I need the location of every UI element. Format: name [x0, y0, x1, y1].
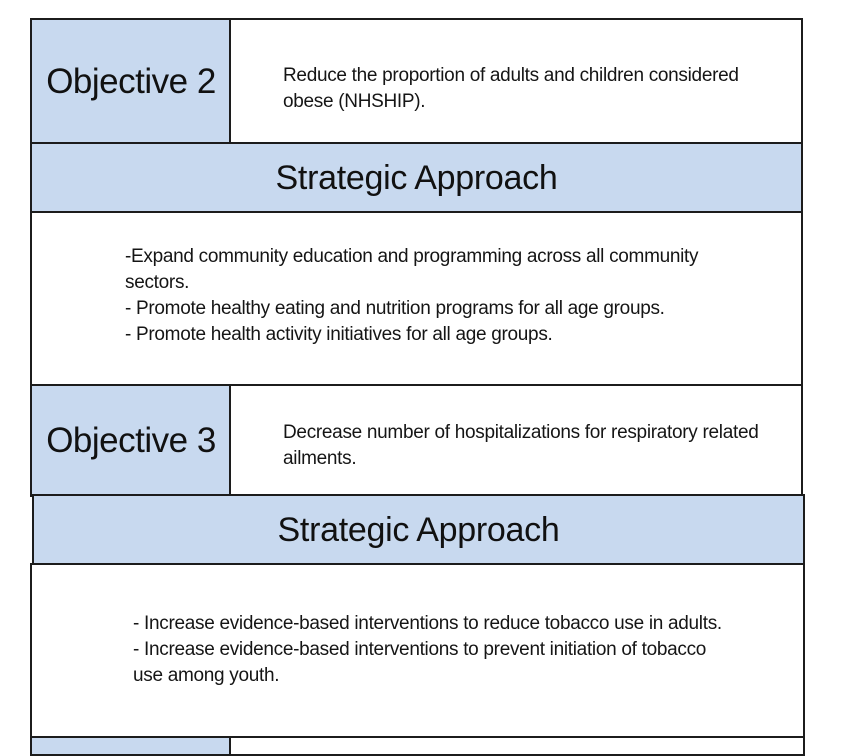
approach-2-line: sectors. [125, 272, 190, 293]
objective-2-label: Objective 2 [46, 61, 216, 101]
objective-2-description-cell [229, 18, 803, 145]
objective-2-label-cell [30, 18, 232, 145]
strategic-approach-2-header [30, 142, 803, 214]
strategic-approach-3-body [30, 563, 805, 739]
objective-2-description: Reduce the proportion of adults and children considered obese (NHSHIP). [283, 65, 739, 112]
approach-2-line: -Expand community education and programming across all community [125, 246, 699, 267]
strategic-approach-3-heading: Strategic Approach [277, 510, 560, 549]
objective-3-description-cell [229, 384, 803, 497]
objective-3-label: Objective 3 [46, 420, 216, 460]
next-objective-description-cell [229, 736, 805, 756]
approach-3-line: - Increase evidence-based interventions to prevent initiation of tobacco [133, 639, 707, 660]
strategic-approach-2-body [30, 211, 803, 387]
approach-3-line: - Increase evidence-based interventions to reduce tobacco use in adults. [133, 613, 722, 634]
approach-2-line: - Promote health activity initiatives for all age groups. [125, 324, 553, 345]
next-objective-label-cell [30, 736, 232, 756]
objective-3-description: Decrease number of hospitalizations for respiratory related ailments. [283, 422, 759, 469]
approach-2-line: - Promote healthy eating and nutrition programs for all age groups. [125, 298, 665, 319]
approach-3-line: use among youth. [133, 665, 280, 686]
objective-3-label-cell [30, 384, 232, 497]
strategic-approach-3-header [32, 494, 805, 566]
strategic-approach-2-heading: Strategic Approach [275, 158, 558, 197]
